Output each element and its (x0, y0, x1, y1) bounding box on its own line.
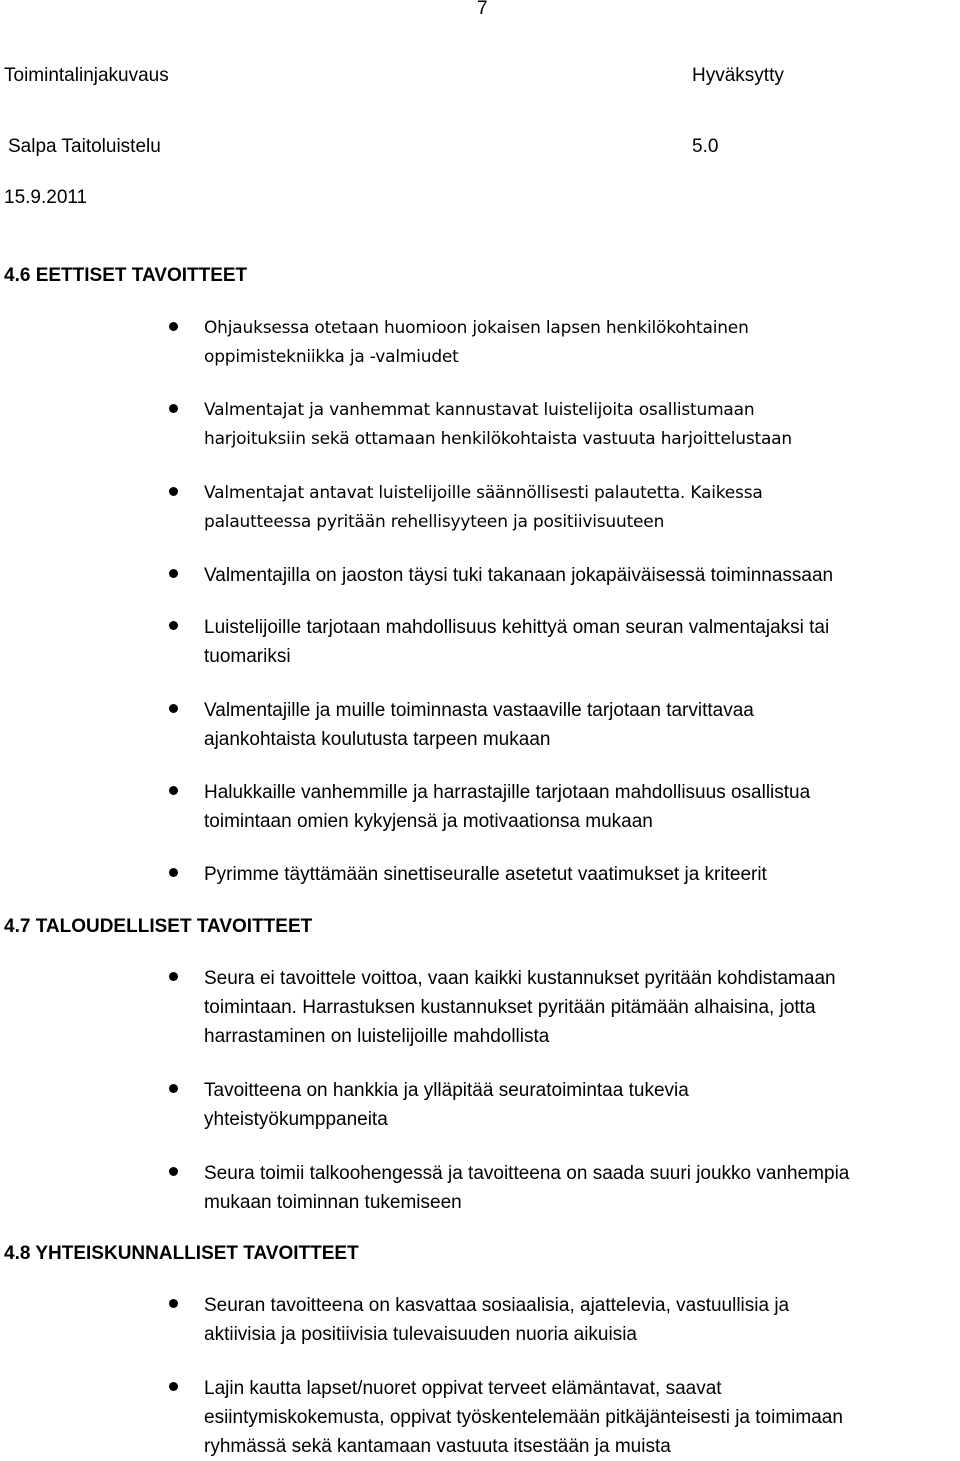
list-item (204, 479, 960, 537)
list-item-text: Pyrimme täyttämään sinettiseuralle asetetut vaatimukset ja kriteerit (204, 864, 767, 885)
document-date: 15.9.2011 (4, 187, 88, 208)
list-item-text: Valmentajilla on jaoston täysi tuki takanaan jokapäiväisessä toiminnassaan (204, 565, 834, 586)
list-item (204, 561, 960, 590)
approval-status: Hyväksytty (692, 65, 784, 86)
list-item (204, 860, 960, 889)
bullet-icon (169, 487, 178, 496)
list-item (204, 314, 960, 372)
bullet-icon (169, 569, 178, 578)
bullet-icon (169, 868, 178, 877)
list-item-text: Luistelijoille tarjotaan mahdollisuus kehittyä oman seuran valmentajaksi tai tuomariksi (204, 617, 830, 667)
list-item-text: Valmentajille ja muille toiminnasta vastaaville tarjotaan tarvittavaa ajankohtaista koulutusta tarpeen mukaan (204, 700, 754, 750)
document-type: Toimintalinjakuvaus (4, 65, 169, 86)
document-version: 5.0 (692, 136, 719, 157)
list-item-text: Valmentajat antavat luistelijoille säännöllisesti palautetta. Kaikessa palautteessa pyritään rehellisyyteen ja positiivisuuteen (204, 483, 763, 532)
list-item-text: Halukkaille vanhemmille ja harrastajille tarjotaan mahdollisuus osallistua toimintaan omien kykyjensä ja motivaationsa mukaan (204, 782, 811, 832)
list-item-text: Seura ei tavoittele voittoa, vaan kaikki kustannukset pyritään kohdistamaan toimintaan. Harrastuksen kustannukset pyritään pitämään alhaisina, jotta harrastaminen on luistelijoille mahdollista (204, 968, 836, 1047)
bullet-icon (169, 1382, 178, 1391)
list-item-text: Ohjauksessa otetaan huomioon jokaisen lapsen henkilökohtainen oppimistekniikka ja -valmiudet (204, 318, 749, 367)
list-item (204, 613, 960, 671)
page-number: 7 (477, 0, 488, 19)
list-item (204, 964, 960, 1051)
list-item (204, 1076, 960, 1134)
bullet-icon (169, 322, 178, 331)
bullet-icon (169, 1167, 178, 1176)
list-item-text: Lajin kautta lapset/nuoret oppivat terveet elämäntavat, saavat esiintymiskokemusta, oppivat työskentelemään pitkäjänteisesti ja toimimaan ryhmässä sekä kantamaan vastuuta itsestään ja muista (204, 1378, 843, 1457)
list-item (204, 1374, 960, 1461)
section-heading-social-goals: 4.8 YHTEISKUNNALLISET TAVOITTEET (4, 1243, 359, 1264)
list-item-text: Valmentajat ja vanhemmat kannustavat luistelijoita osallistumaan harjoituksiin sekä ottamaan henkilökohtaista vastuuta harjoittelustaan (204, 400, 792, 449)
list-item (204, 396, 960, 454)
bullet-icon (169, 1299, 178, 1308)
section-heading-economic-goals: 4.7 TALOUDELLISET TAVOITTEET (4, 916, 313, 937)
bullet-icon (169, 621, 178, 630)
organization-name: Salpa Taitoluistelu (8, 136, 161, 157)
list-item (204, 1159, 960, 1217)
bullet-icon (169, 972, 178, 981)
bullet-icon (169, 786, 178, 795)
list-item (204, 1291, 960, 1349)
bullet-icon (169, 704, 178, 713)
bullet-icon (169, 404, 178, 413)
list-item-text: Tavoitteena on hankkia ja ylläpitää seuratoimintaa tukevia yhteistyökumppaneita (204, 1080, 689, 1130)
list-item (204, 696, 960, 754)
list-item-text: Seuran tavoitteena on kasvattaa sosiaalisia, ajattelevia, vastuullisia ja aktiivisia ja positiivisia tulevaisuuden nuoria aikuisia (204, 1295, 790, 1345)
list-item-text: Seura toimii talkoohengessä ja tavoitteena on saada suuri joukko vanhempia mukaan toiminnan tukemiseen (204, 1163, 850, 1213)
list-item (204, 778, 960, 836)
bullet-icon (169, 1084, 178, 1093)
section-heading-ethical-goals: 4.6 EETTISET TAVOITTEET (4, 265, 248, 286)
